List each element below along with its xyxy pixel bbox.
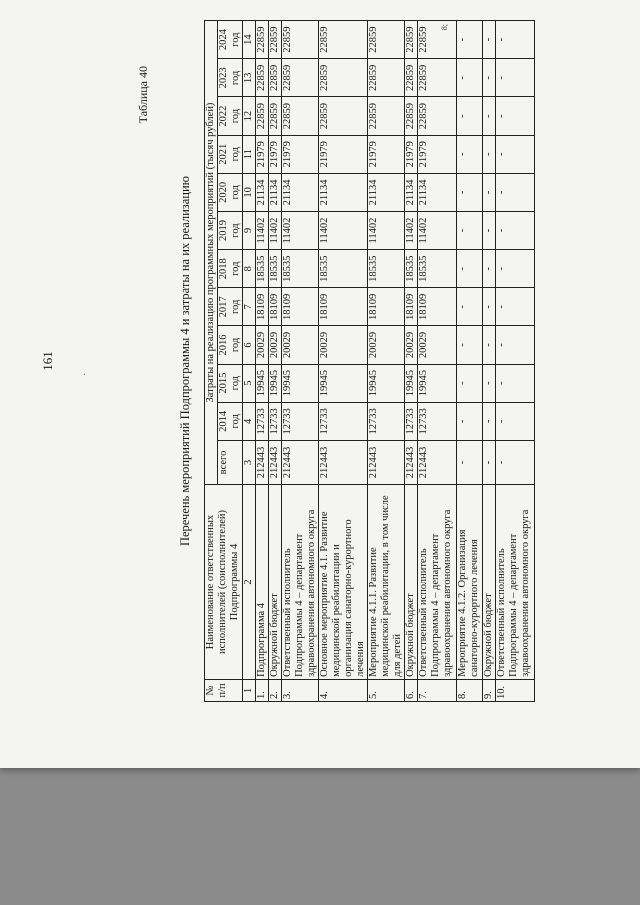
year-cell: 20029 — [418, 326, 457, 364]
row-number: 8. — [457, 679, 483, 701]
year-cell: 19945 — [368, 364, 405, 402]
table-label: Таблица 40 — [136, 66, 150, 124]
table-row — [282, 21, 319, 702]
year-cell: 20029 — [282, 326, 319, 364]
year-cell: - — [457, 97, 483, 135]
year-cell: 19945 — [418, 364, 457, 402]
column-index: 10 — [243, 173, 256, 211]
column-index: 12 — [243, 97, 256, 135]
year-cell: - — [483, 364, 496, 402]
year-cell: - — [496, 135, 535, 173]
row-name: Мероприятие 4.1.1. Развитие медицинской реабилитации, в том числе для детей — [368, 485, 405, 680]
total-cell: 212443 — [256, 440, 269, 484]
row-number: 7. — [418, 679, 457, 701]
table-row — [269, 21, 282, 702]
row-name: Ответственный исполнитель Подпрограммы 4 – департамент здравоохранения автономного округа — [418, 485, 457, 680]
row-name: Мероприятие 4.1.2. Организация санаторно-курортного лечения — [457, 485, 483, 680]
year-cell: - — [457, 211, 483, 249]
year-cell: - — [457, 326, 483, 364]
year-cell: - — [457, 288, 483, 326]
year-cell: - — [457, 135, 483, 173]
year-header: 2020 год — [218, 173, 243, 211]
year-cell: 22859 — [269, 21, 282, 59]
year-cell: 21979 — [368, 135, 405, 173]
year-cell: 21134 — [256, 173, 269, 211]
year-cell: 22859 — [319, 97, 368, 135]
year-cell: 21979 — [319, 135, 368, 173]
page-number: 161 — [40, 351, 55, 371]
year-cell: 21134 — [405, 173, 418, 211]
row-number: 1. — [256, 679, 269, 701]
year-header: 2022 год — [218, 97, 243, 135]
year-cell: 21979 — [256, 135, 269, 173]
total-cell: 212443 — [368, 440, 405, 484]
year-cell: 21134 — [282, 173, 319, 211]
year-cell: - — [496, 402, 535, 440]
year-cell: 12733 — [418, 402, 457, 440]
year-cell: 22859 — [368, 21, 405, 59]
year-cell: 21979 — [269, 135, 282, 173]
year-cell: - — [496, 21, 535, 59]
total-cell: 212443 — [418, 440, 457, 484]
year-cell: 11402 — [269, 211, 282, 249]
year-cell: 22859 — [418, 97, 457, 135]
year-cell: - — [483, 250, 496, 288]
table-row — [256, 21, 269, 702]
year-cell: - — [457, 402, 483, 440]
year-cell: 18535 — [282, 250, 319, 288]
row-number: 3. — [282, 679, 319, 701]
year-cell: - — [496, 59, 535, 97]
year-cell: 21979 — [405, 135, 418, 173]
year-cell: 18109 — [269, 288, 282, 326]
column-index: 6 — [243, 326, 256, 364]
year-cell: - — [496, 250, 535, 288]
year-cell: 21134 — [368, 173, 405, 211]
year-cell: 12733 — [368, 402, 405, 440]
year-cell: 12733 — [405, 402, 418, 440]
year-cell: 12733 — [256, 402, 269, 440]
row-name: Ответственный исполнитель Подпрограммы 4 – департамент здравоохранения автономного округа — [496, 485, 535, 680]
year-cell: 22859 — [405, 97, 418, 135]
rotated-content — [40, 20, 600, 702]
year-cell: 19945 — [256, 364, 269, 402]
total-cell: 212443 — [405, 440, 418, 484]
row-number: 6. — [405, 679, 418, 701]
table-row — [418, 21, 457, 702]
year-cell: 18109 — [256, 288, 269, 326]
year-cell: 20029 — [405, 326, 418, 364]
row-name: Ответственный исполнитель Подпрограммы 4 – департамент здравоохранения автономного округа — [282, 485, 319, 680]
year-cell: 12733 — [319, 402, 368, 440]
year-cell: 22859 — [418, 21, 457, 59]
column-index: 1 — [243, 679, 256, 701]
total-cell: - — [483, 440, 496, 484]
total-header: всего — [218, 440, 243, 484]
year-cell: 18109 — [319, 288, 368, 326]
year-cell: 11402 — [282, 211, 319, 249]
year-cell: 18535 — [269, 250, 282, 288]
total-cell: 212443 — [282, 440, 319, 484]
year-cell: 11402 — [418, 211, 457, 249]
year-cell: - — [483, 59, 496, 97]
year-cell: - — [496, 211, 535, 249]
row-number: 10. — [496, 679, 535, 701]
total-cell: 212443 — [269, 440, 282, 484]
year-cell: 18109 — [368, 288, 405, 326]
year-cell: 18535 — [418, 250, 457, 288]
year-cell: 22859 — [282, 21, 319, 59]
year-cell: - — [457, 59, 483, 97]
year-header: 2019 год — [218, 211, 243, 249]
year-cell: 22859 — [269, 97, 282, 135]
year-cell: 21134 — [269, 173, 282, 211]
year-cell: - — [496, 364, 535, 402]
column-index: 9 — [243, 211, 256, 249]
year-cell: 22859 — [269, 59, 282, 97]
year-cell: 18109 — [405, 288, 418, 326]
year-cell: 21134 — [319, 173, 368, 211]
column-index: 8 — [243, 250, 256, 288]
row-number: 4. — [319, 679, 368, 701]
year-cell: 11402 — [256, 211, 269, 249]
column-index: 11 — [243, 135, 256, 173]
year-cell: - — [483, 135, 496, 173]
year-cell: 18535 — [405, 250, 418, 288]
year-cell: 20029 — [319, 326, 368, 364]
year-cell: 20029 — [256, 326, 269, 364]
row-name: Основное мероприятие 4.1. Развитие медицинской реабилитации и организация санаторно-курортного лечения — [319, 485, 368, 680]
year-cell: 12733 — [282, 402, 319, 440]
row-number: 5. — [368, 679, 405, 701]
year-cell: 22859 — [256, 97, 269, 135]
year-cell: - — [483, 173, 496, 211]
year-cell: 19945 — [282, 364, 319, 402]
row-name: Окружной бюджет — [405, 485, 418, 680]
year-cell: 11402 — [368, 211, 405, 249]
year-cell: 22859 — [282, 59, 319, 97]
year-cell: - — [457, 173, 483, 211]
year-cell: - — [483, 402, 496, 440]
year-cell: 22859 — [418, 59, 457, 97]
year-cell: - — [496, 288, 535, 326]
year-cell: 12733 — [269, 402, 282, 440]
year-cell: 11402 — [405, 211, 418, 249]
year-cell: 22859 — [368, 59, 405, 97]
year-cell: - — [457, 364, 483, 402]
year-header: 2021 год — [218, 135, 243, 173]
year-cell: 19945 — [405, 364, 418, 402]
name-header: Наименование ответственных исполнителей (соисполнителей) Подпрограммы 4 — [205, 485, 243, 680]
table-row — [319, 21, 368, 702]
year-cell: - — [496, 326, 535, 364]
total-cell: - — [496, 440, 535, 484]
year-cell: 20029 — [368, 326, 405, 364]
column-index: 2 — [243, 485, 256, 680]
year-cell: 20029 — [269, 326, 282, 364]
year-cell: 22859 — [282, 97, 319, 135]
table-heading: Перечень мероприятий Подпрограммы 4 и затраты на их реализацию — [178, 175, 192, 547]
year-header: 2023 год — [218, 59, 243, 97]
year-header: 2018 год — [218, 250, 243, 288]
year-cell: - — [483, 211, 496, 249]
expenses-table — [204, 20, 535, 702]
column-index: 3 — [243, 440, 256, 484]
year-cell: - — [457, 250, 483, 288]
year-cell: - — [483, 326, 496, 364]
year-header: 2024 год — [218, 21, 243, 59]
column-index: 7 — [243, 288, 256, 326]
year-cell: - — [483, 288, 496, 326]
row-number: 9. — [483, 679, 496, 701]
year-cell: 22859 — [405, 21, 418, 59]
year-cell: 18535 — [368, 250, 405, 288]
scan-dot: · — [80, 372, 91, 376]
year-cell: 21979 — [282, 135, 319, 173]
year-cell: 22859 — [256, 59, 269, 97]
year-cell: 21979 — [418, 135, 457, 173]
column-index: 14 — [243, 21, 256, 59]
year-cell: - — [496, 173, 535, 211]
column-index: 4 — [243, 402, 256, 440]
year-cell: - — [483, 97, 496, 135]
costs-header: Затраты на реализацию программных мероприятий (тысяч рублей) — [205, 21, 218, 485]
table-row — [483, 21, 496, 702]
year-cell: 22859 — [256, 21, 269, 59]
total-cell: 212443 — [319, 440, 368, 484]
year-cell: - — [483, 21, 496, 59]
year-cell: 18535 — [256, 250, 269, 288]
scan-mark: 8; — [440, 24, 449, 31]
row-name: Окружной бюджет — [269, 485, 282, 680]
year-cell: 22859 — [368, 97, 405, 135]
year-cell: 22859 — [319, 59, 368, 97]
table-row — [496, 21, 535, 702]
table-row — [457, 21, 483, 702]
year-cell: 11402 — [319, 211, 368, 249]
year-header: 2017 год — [218, 288, 243, 326]
row-number: 2. — [269, 679, 282, 701]
column-index: 5 — [243, 364, 256, 402]
year-cell: 18109 — [418, 288, 457, 326]
table-row — [368, 21, 405, 702]
year-cell: 19945 — [319, 364, 368, 402]
column-index-row — [243, 21, 256, 702]
total-cell: - — [457, 440, 483, 484]
year-header: 2014 год — [218, 402, 243, 440]
year-header: 2015 год — [218, 364, 243, 402]
year-cell: 22859 — [405, 59, 418, 97]
num-header: № п/п — [205, 679, 243, 701]
column-index: 13 — [243, 59, 256, 97]
year-cell: 21134 — [418, 173, 457, 211]
year-cell: 18535 — [319, 250, 368, 288]
year-cell: - — [457, 21, 483, 59]
year-cell: - — [496, 97, 535, 135]
year-cell: 19945 — [269, 364, 282, 402]
row-name: Окружной бюджет — [483, 485, 496, 680]
table-row — [405, 21, 418, 702]
year-cell: 18109 — [282, 288, 319, 326]
row-name: Подпрограмма 4 — [256, 485, 269, 680]
year-cell: 22859 — [319, 21, 368, 59]
year-header: 2016 год — [218, 326, 243, 364]
